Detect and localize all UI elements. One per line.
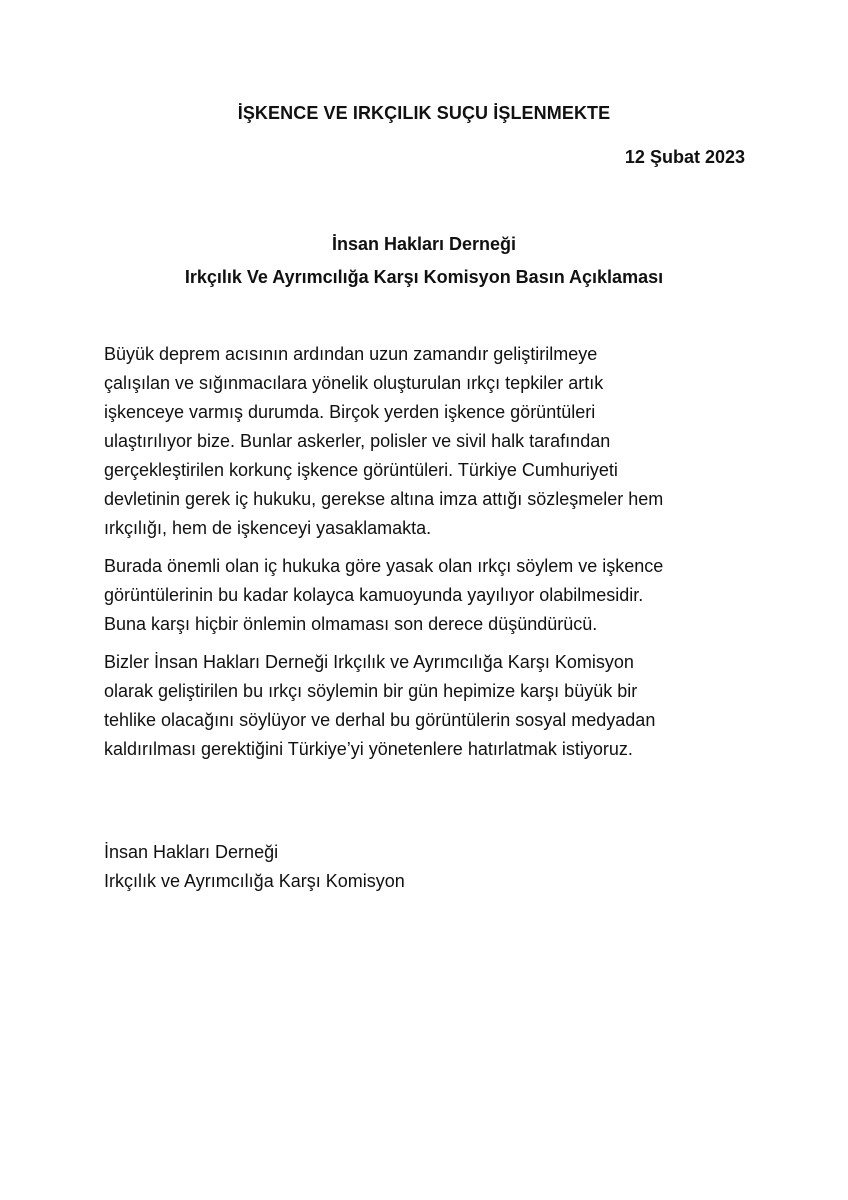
paragraph-line: çalışılan ve sığınmacılara yönelik oluşturulan ırkçı tepkiler artık	[104, 373, 604, 393]
paragraph-line: Buna karşı hiçbir önlemin olmaması son derece düşündürücü.	[104, 614, 598, 634]
document-heading	[0, 228, 848, 294]
paragraph-line: olarak geliştirilen bu ırkçı söylemin bir gün hepimize karşı büyük bir	[104, 681, 638, 701]
signature-organization: İnsan Hakları Derneği	[104, 842, 279, 862]
paragraph-line: kaldırılması gerektiğini Türkiye’yi yönetenlere hatırlatmak istiyoruz.	[104, 739, 633, 759]
paragraph-line: işkenceye varmış durumda. Birçok yerden işkence görüntüleri	[104, 402, 596, 422]
paragraph-line: ulaştırılıyor bize. Bunlar askerler, polisler ve sivil halk tarafından	[104, 431, 611, 451]
paragraph-line: tehlike olacağını söylüyor ve derhal bu görüntülerin sosyal medyadan	[104, 710, 656, 730]
paragraph-line: Bizler İnsan Hakları Derneği Irkçılık ve Ayrımcılığa Karşı Komisyon	[104, 652, 634, 672]
signature-block	[104, 838, 405, 896]
paragraph-line: Büyük deprem acısının ardından uzun zamandır geliştirilmeye	[104, 344, 598, 364]
heading-subtitle: Irkçılık Ve Ayrımcılığa Karşı Komisyon Basın Açıklaması	[184, 267, 664, 287]
heading-organization: İnsan Hakları Derneği	[331, 234, 517, 254]
signature-commission: Irkçılık ve Ayrımcılığa Karşı Komisyon	[104, 871, 405, 891]
paragraph-2	[104, 552, 754, 639]
paragraph-line: Burada önemli olan iç hukuka göre yasak olan ırkçı söylem ve işkence	[104, 556, 664, 576]
paragraph-line: devletinin gerek iç hukuku, gerekse altına imza attığı sözleşmeler hem	[104, 489, 664, 509]
document-title: İŞKENCE VE IRKÇILIK SUÇU İŞLENMEKTE	[237, 103, 611, 123]
paragraph-3	[104, 648, 754, 764]
document-body	[104, 340, 754, 773]
paragraph-line: ırkçılığı, hem de işkenceyi yasaklamakta.	[104, 518, 432, 538]
paragraph-line: gerçekleştirilen korkunç işkence görüntüleri. Türkiye Cumhuriyeti	[104, 460, 618, 480]
paragraph-1	[104, 340, 754, 543]
paragraph-line: görüntülerinin bu kadar kolayca kamuoyunda yayılıyor olabilmesidir.	[104, 585, 644, 605]
document-date: 12 Şubat 2023	[624, 147, 745, 167]
